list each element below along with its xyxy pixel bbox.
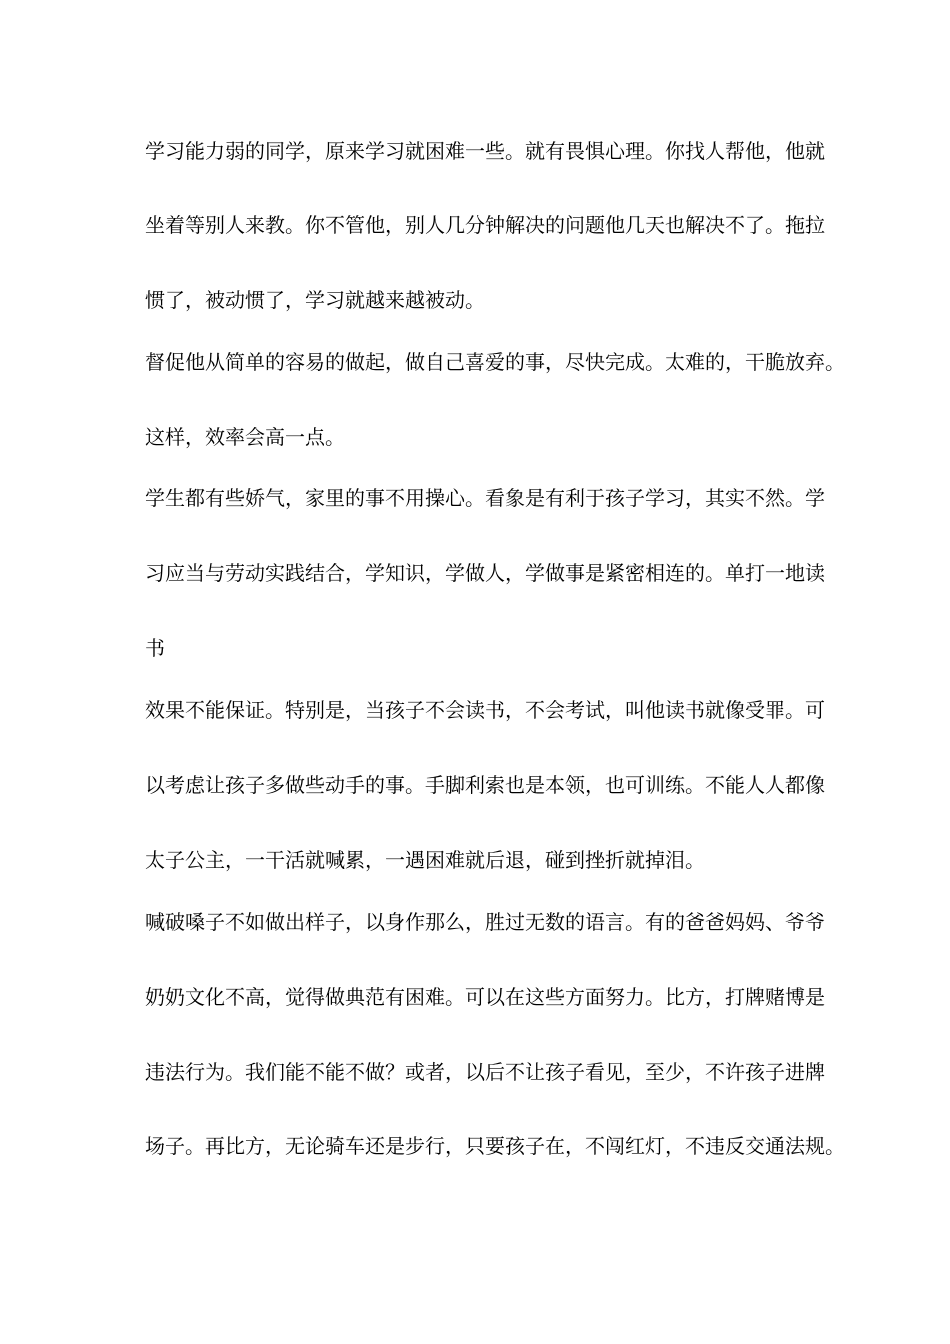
text-line: 太子公主，一干活就喊累，一遇困难就后退，碰到挫折就掉泪。: [145, 848, 705, 872]
text-line: 习应当与劳动实践结合，学知识，学做人，学做事是紧密相连的。单打一地读: [145, 561, 825, 585]
text-line: 效果不能保证。特别是，当孩子不会读书，不会考试，叫他读书就像受罪。可: [145, 698, 825, 722]
text-line: 书: [145, 636, 165, 660]
text-line: 学习能力弱的同学，原来学习就困难一些。就有畏惧心理。你找人帮他，他就: [145, 139, 825, 163]
text-line: 喊破嗓子不如做出样子，以身作那么，胜过无数的语言。有的爸爸妈妈、爷爷: [145, 910, 825, 934]
text-line: 坐着等别人来教。你不管他，别人几分钟解决的问题他几天也解决不了。拖拉: [145, 213, 825, 237]
text-line: 奶奶文化不高，觉得做典范有困难。可以在这些方面努力。比方，打牌赌博是: [145, 985, 825, 1009]
text-line: 惯了，被动惯了，学习就越来越被动。: [145, 288, 485, 312]
text-line: 违法行为。我们能不能不做？或者，以后不让孩子看见，至少，不许孩子进牌: [145, 1060, 825, 1084]
text-line: 学生都有些娇气，家里的事不用操心。看象是有利于孩子学习，其实不然。学: [145, 486, 825, 510]
text-line: 督促他从简单的容易的做起，做自己喜爱的事，尽快完成。太难的，干脆放弃。: [145, 350, 845, 374]
text-line: 以考虑让孩子多做些动手的事。手脚利索也是本领，也可训练。不能人人都像: [145, 773, 825, 797]
text-line: 这样，效率会高一点。: [145, 425, 345, 449]
text-line: 场子。再比方，无论骑车还是步行，只要孩子在，不闯红灯，不违反交通法规。: [145, 1134, 845, 1158]
